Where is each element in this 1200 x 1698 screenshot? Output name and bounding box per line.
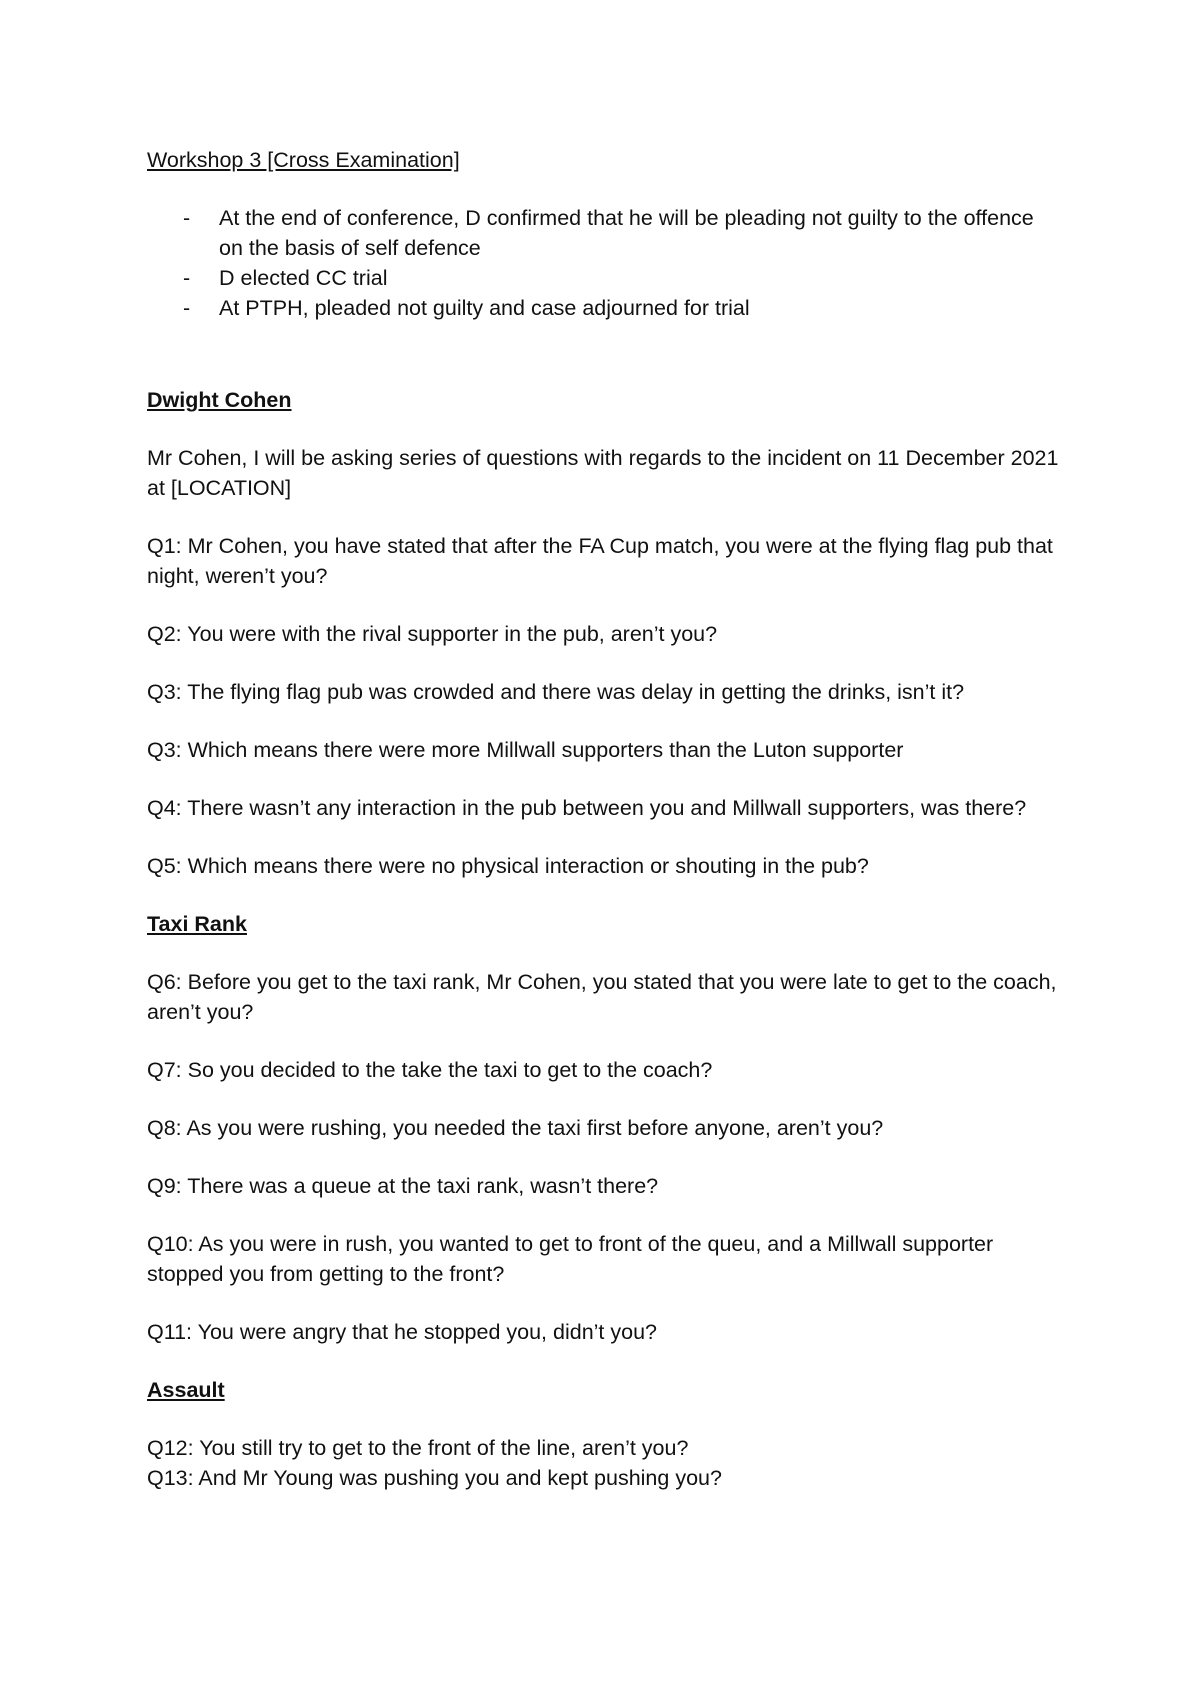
bullet-dash: - <box>183 296 191 320</box>
bullet-dash: - <box>183 206 191 230</box>
question-q10: Q10: As you were in rush, you wanted to get to front of the queu, and a Millwall supporter stopped you from getting to the front? <box>147 1232 994 1286</box>
question-q6: Q6: Before you get to the taxi rank, Mr Cohen, you stated that you were late to get to the coach, aren’t you? <box>147 970 1057 1024</box>
bullet-dash: - <box>183 266 191 290</box>
question-q13: Q13: And Mr Young was pushing you and kept pushing you? <box>147 1466 722 1490</box>
bullet-item <box>147 203 1060 263</box>
question-q12: Q12: You still try to get to the front of the line, aren’t you? <box>147 1436 689 1460</box>
bullet-text: D elected CC trial <box>219 266 388 290</box>
question-q1: Q1: Mr Cohen, you have stated that after the FA Cup match, you were at the flying flag pub that night, weren’t you? <box>147 534 1053 588</box>
bullet-item <box>147 263 1060 293</box>
question-q3b: Q3: Which means there were more Millwall supporters than the Luton supporter <box>147 738 904 762</box>
question-q3: Q3: The flying flag pub was crowded and there was delay in getting the drinks, isn’t it? <box>147 680 965 704</box>
section-heading-dwight-cohen: Dwight Cohen <box>147 388 292 412</box>
summary-bullet-list <box>147 203 1060 323</box>
bullet-text: At the end of conference, D confirmed that he will be pleading not guilty to the offence on the basis of self defence <box>219 206 1034 260</box>
question-q8: Q8: As you were rushing, you needed the taxi first before anyone, aren’t you? <box>147 1116 884 1140</box>
document-title: Workshop 3 [Cross Examination] <box>147 148 460 172</box>
question-q9: Q9: There was a queue at the taxi rank, wasn’t there? <box>147 1174 659 1198</box>
question-q4: Q4: There wasn’t any interaction in the pub between you and Millwall supporters, was there? <box>147 796 1027 820</box>
question-q7: Q7: So you decided to the take the taxi to get to the coach? <box>147 1058 713 1082</box>
bullet-item <box>147 293 1060 323</box>
question-q11: Q11: You were angry that he stopped you, didn’t you? <box>147 1320 657 1344</box>
question-q5: Q5: Which means there were no physical interaction or shouting in the pub? <box>147 854 869 878</box>
section-heading-taxi-rank: Taxi Rank <box>147 912 247 936</box>
question-q2: Q2: You were with the rival supporter in the pub, aren’t you? <box>147 622 718 646</box>
section-heading-assault: Assault <box>147 1378 225 1402</box>
bullet-text: At PTPH, pleaded not guilty and case adjourned for trial <box>219 296 750 320</box>
intro-paragraph: Mr Cohen, I will be asking series of questions with regards to the incident on 11 December 2021 at [LOCATION] <box>147 446 1059 500</box>
section-spacer <box>147 323 1060 385</box>
